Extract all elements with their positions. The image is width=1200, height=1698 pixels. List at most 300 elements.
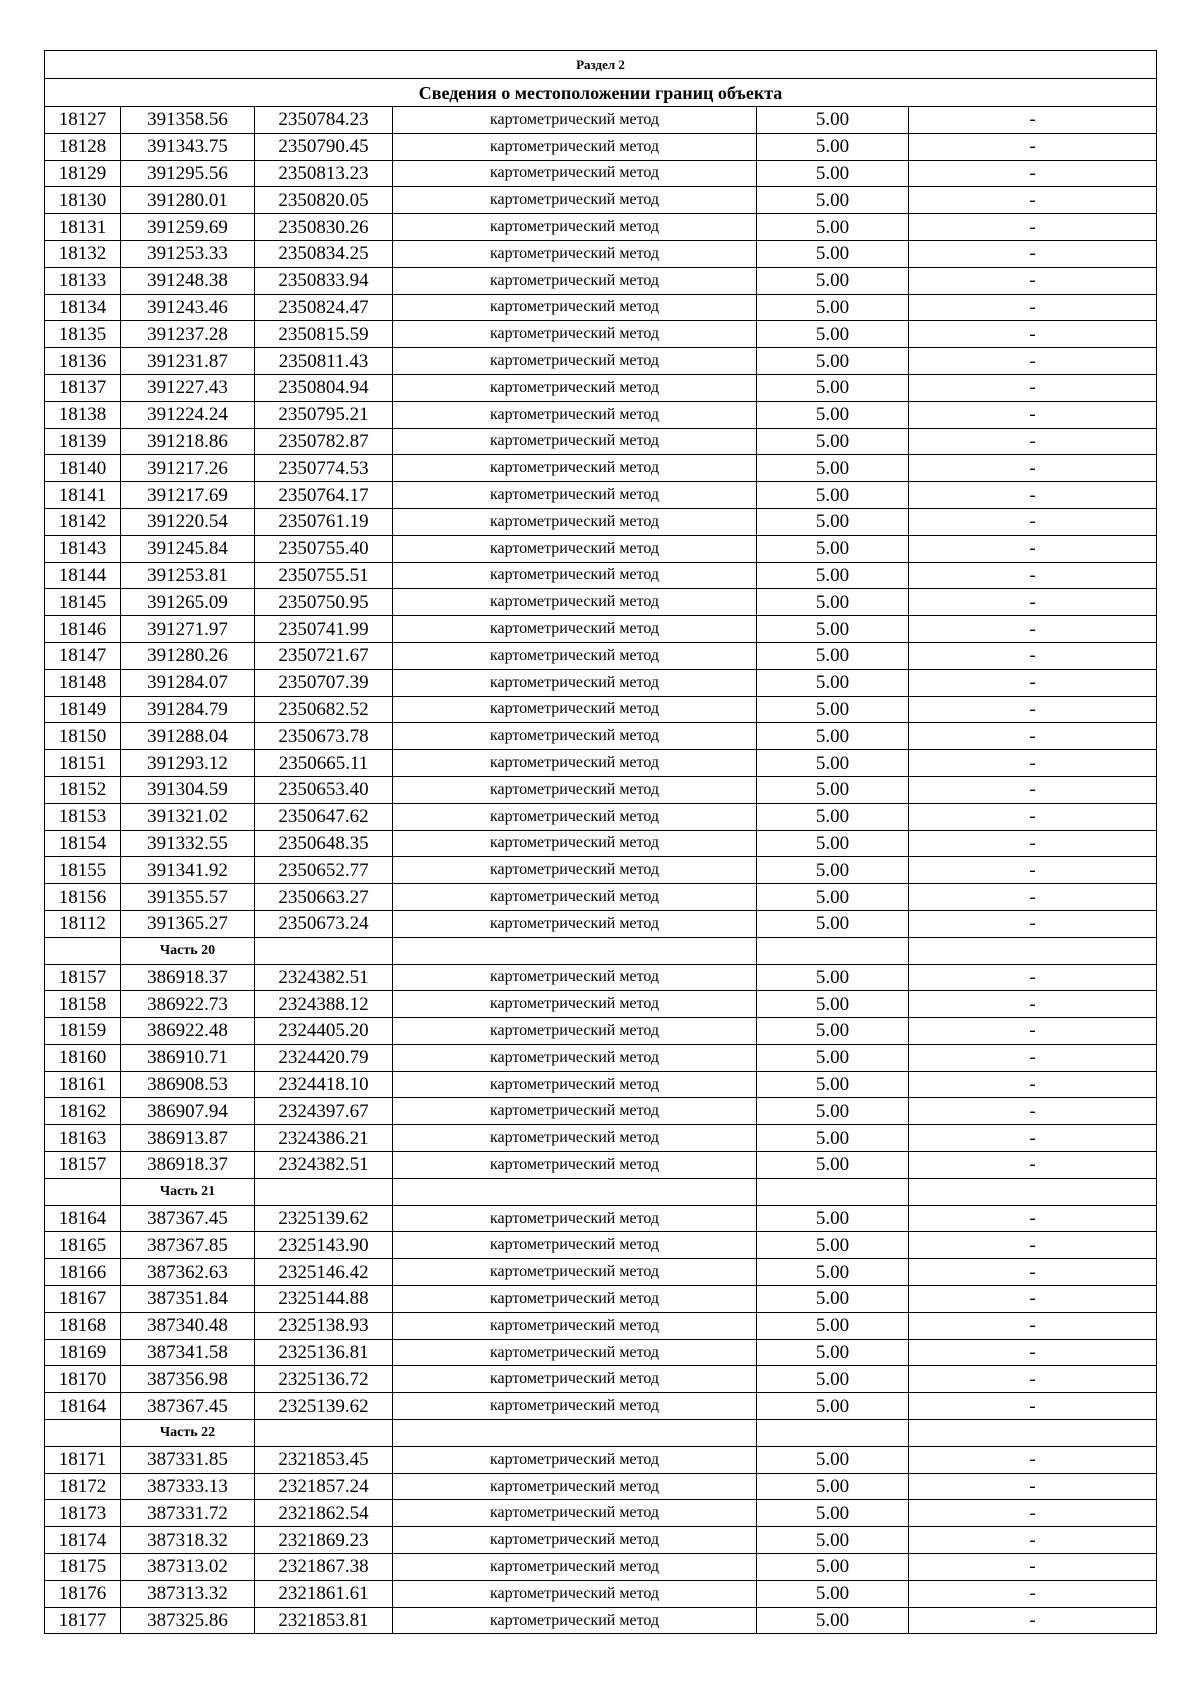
accuracy-cell: 5.00	[757, 1366, 909, 1393]
note-cell: -	[909, 374, 1157, 401]
table-row	[45, 348, 1157, 375]
x-coordinate-cell: 391224.24	[121, 401, 255, 428]
note-cell: -	[909, 1446, 1157, 1473]
table-row	[45, 107, 1157, 134]
x-coordinate-cell: 391217.69	[121, 482, 255, 509]
method-cell: картометрический метод	[393, 642, 757, 669]
x-coordinate-cell: 387313.02	[121, 1554, 255, 1581]
note-cell: -	[909, 1312, 1157, 1339]
y-coordinate-cell: 2350764.17	[255, 482, 393, 509]
note-cell: -	[909, 1044, 1157, 1071]
note-cell: -	[909, 1232, 1157, 1259]
y-coordinate-cell: 2324382.51	[255, 964, 393, 991]
accuracy-cell: 5.00	[757, 1312, 909, 1339]
empty-cell	[393, 1178, 757, 1205]
method-cell: картометрический метод	[393, 348, 757, 375]
y-coordinate-cell: 2350707.39	[255, 669, 393, 696]
table-row	[45, 1339, 1157, 1366]
note-cell: -	[909, 1098, 1157, 1125]
accuracy-cell: 5.00	[757, 535, 909, 562]
note-cell: -	[909, 696, 1157, 723]
method-cell: картометрический метод	[393, 723, 757, 750]
table-row	[45, 1152, 1157, 1179]
method-cell: картометрический метод	[393, 1312, 757, 1339]
accuracy-cell: 5.00	[757, 214, 909, 241]
method-cell: картометрический метод	[393, 160, 757, 187]
point-number-cell: 18148	[45, 669, 121, 696]
table-row	[45, 1473, 1157, 1500]
accuracy-cell: 5.00	[757, 1259, 909, 1286]
method-cell: картометрический метод	[393, 1259, 757, 1286]
note-cell: -	[909, 616, 1157, 643]
x-coordinate-cell: 391365.27	[121, 910, 255, 937]
table-row	[45, 1500, 1157, 1527]
accuracy-cell: 5.00	[757, 884, 909, 911]
y-coordinate-cell: 2350824.47	[255, 294, 393, 321]
point-number-cell: 18133	[45, 267, 121, 294]
method-cell: картометрический метод	[393, 428, 757, 455]
note-cell: -	[909, 562, 1157, 589]
y-coordinate-cell: 2321861.61	[255, 1580, 393, 1607]
accuracy-cell: 5.00	[757, 1393, 909, 1420]
point-number-cell: 18145	[45, 589, 121, 616]
method-cell: картометрический метод	[393, 589, 757, 616]
point-number-cell: 18159	[45, 1018, 121, 1045]
x-coordinate-cell: 391243.46	[121, 294, 255, 321]
point-number-cell: 18142	[45, 508, 121, 535]
point-number-cell: 18157	[45, 964, 121, 991]
accuracy-cell: 5.00	[757, 1473, 909, 1500]
note-cell: -	[909, 991, 1157, 1018]
note-cell: -	[909, 267, 1157, 294]
x-coordinate-cell: 391293.12	[121, 750, 255, 777]
part-header-row	[45, 1420, 1157, 1447]
method-cell: картометрический метод	[393, 1286, 757, 1313]
y-coordinate-cell: 2324397.67	[255, 1098, 393, 1125]
method-cell: картометрический метод	[393, 294, 757, 321]
table-row	[45, 508, 1157, 535]
y-coordinate-cell: 2350811.43	[255, 348, 393, 375]
part-label: Часть 22	[121, 1420, 255, 1447]
x-coordinate-cell: 391271.97	[121, 616, 255, 643]
note-cell: -	[909, 214, 1157, 241]
point-number-cell: 18152	[45, 776, 121, 803]
note-cell: -	[909, 455, 1157, 482]
point-number-cell: 18157	[45, 1152, 121, 1179]
x-coordinate-cell: 391343.75	[121, 133, 255, 160]
y-coordinate-cell: 2350647.62	[255, 803, 393, 830]
x-coordinate-cell: 386922.73	[121, 991, 255, 1018]
point-number-cell: 18153	[45, 803, 121, 830]
y-coordinate-cell: 2324386.21	[255, 1125, 393, 1152]
note-cell: -	[909, 1473, 1157, 1500]
x-coordinate-cell: 391341.92	[121, 857, 255, 884]
x-coordinate-cell: 391227.43	[121, 374, 255, 401]
y-coordinate-cell: 2350834.25	[255, 240, 393, 267]
table-row	[45, 1366, 1157, 1393]
y-coordinate-cell: 2350790.45	[255, 133, 393, 160]
accuracy-cell: 5.00	[757, 1286, 909, 1313]
x-coordinate-cell: 386907.94	[121, 1098, 255, 1125]
table-row	[45, 991, 1157, 1018]
point-number-cell: 18132	[45, 240, 121, 267]
accuracy-cell: 5.00	[757, 1554, 909, 1581]
x-coordinate-cell: 391220.54	[121, 508, 255, 535]
x-coordinate-cell: 386918.37	[121, 1152, 255, 1179]
point-number-cell: 18158	[45, 991, 121, 1018]
y-coordinate-cell: 2350673.24	[255, 910, 393, 937]
x-coordinate-cell: 391217.26	[121, 455, 255, 482]
accuracy-cell: 5.00	[757, 991, 909, 1018]
x-coordinate-cell: 391332.55	[121, 830, 255, 857]
accuracy-cell: 5.00	[757, 750, 909, 777]
method-cell: картометрический метод	[393, 776, 757, 803]
accuracy-cell: 5.00	[757, 267, 909, 294]
accuracy-cell: 5.00	[757, 1527, 909, 1554]
accuracy-cell: 5.00	[757, 964, 909, 991]
table-row	[45, 750, 1157, 777]
y-coordinate-cell: 2350815.59	[255, 321, 393, 348]
x-coordinate-cell: 387340.48	[121, 1312, 255, 1339]
y-coordinate-cell: 2350774.53	[255, 455, 393, 482]
table-row	[45, 1580, 1157, 1607]
x-coordinate-cell: 387331.72	[121, 1500, 255, 1527]
point-number-cell: 18137	[45, 374, 121, 401]
y-coordinate-cell: 2350652.77	[255, 857, 393, 884]
section-subtitle-row	[45, 79, 1157, 107]
note-cell: -	[909, 1554, 1157, 1581]
note-cell: -	[909, 1286, 1157, 1313]
table-row	[45, 669, 1157, 696]
method-cell: картометрический метод	[393, 669, 757, 696]
note-cell: -	[909, 857, 1157, 884]
point-number-cell: 18163	[45, 1125, 121, 1152]
method-cell: картометрический метод	[393, 107, 757, 134]
point-number-cell: 18135	[45, 321, 121, 348]
y-coordinate-cell: 2321869.23	[255, 1527, 393, 1554]
accuracy-cell: 5.00	[757, 428, 909, 455]
y-coordinate-cell: 2324405.20	[255, 1018, 393, 1045]
table-row	[45, 428, 1157, 455]
x-coordinate-cell: 391259.69	[121, 214, 255, 241]
point-number-cell: 18143	[45, 535, 121, 562]
method-cell: картометрический метод	[393, 696, 757, 723]
point-number-cell: 18160	[45, 1044, 121, 1071]
method-cell: картометрический метод	[393, 910, 757, 937]
y-coordinate-cell: 2350648.35	[255, 830, 393, 857]
boundary-coordinates-table	[44, 50, 1157, 1634]
x-coordinate-cell: 387367.85	[121, 1232, 255, 1259]
y-coordinate-cell: 2325143.90	[255, 1232, 393, 1259]
note-cell: -	[909, 428, 1157, 455]
method-cell: картометрический метод	[393, 267, 757, 294]
y-coordinate-cell: 2350682.52	[255, 696, 393, 723]
table-row	[45, 1098, 1157, 1125]
point-number-cell: 18166	[45, 1259, 121, 1286]
x-coordinate-cell: 391231.87	[121, 348, 255, 375]
accuracy-cell: 5.00	[757, 374, 909, 401]
x-coordinate-cell: 386910.71	[121, 1044, 255, 1071]
method-cell: картометрический метод	[393, 133, 757, 160]
x-coordinate-cell: 391321.02	[121, 803, 255, 830]
point-number-cell: 18164	[45, 1393, 121, 1420]
table-row	[45, 321, 1157, 348]
method-cell: картометрический метод	[393, 1232, 757, 1259]
note-cell: -	[909, 964, 1157, 991]
accuracy-cell: 5.00	[757, 776, 909, 803]
accuracy-cell: 5.00	[757, 1607, 909, 1634]
y-coordinate-cell: 2321853.45	[255, 1446, 393, 1473]
table-row	[45, 562, 1157, 589]
x-coordinate-cell: 387333.13	[121, 1473, 255, 1500]
x-coordinate-cell: 386913.87	[121, 1125, 255, 1152]
accuracy-cell: 5.00	[757, 857, 909, 884]
x-coordinate-cell: 387341.58	[121, 1339, 255, 1366]
note-cell: -	[909, 240, 1157, 267]
point-number-cell: 18175	[45, 1554, 121, 1581]
accuracy-cell: 5.00	[757, 803, 909, 830]
table-row	[45, 1286, 1157, 1313]
point-number-cell: 18134	[45, 294, 121, 321]
table-row	[45, 884, 1157, 911]
method-cell: картометрический метод	[393, 1554, 757, 1581]
table-row	[45, 294, 1157, 321]
point-number-cell: 18128	[45, 133, 121, 160]
accuracy-cell: 5.00	[757, 616, 909, 643]
note-cell: -	[909, 1580, 1157, 1607]
table-row	[45, 1554, 1157, 1581]
note-cell: -	[909, 160, 1157, 187]
method-cell: картометрический метод	[393, 1152, 757, 1179]
table-row	[45, 1393, 1157, 1420]
method-cell: картометрический метод	[393, 1580, 757, 1607]
table-row	[45, 830, 1157, 857]
point-number-cell: 18174	[45, 1527, 121, 1554]
point-number-cell: 18129	[45, 160, 121, 187]
point-number-cell: 18156	[45, 884, 121, 911]
method-cell: картометрический метод	[393, 1527, 757, 1554]
method-cell: картометрический метод	[393, 1366, 757, 1393]
accuracy-cell: 5.00	[757, 830, 909, 857]
accuracy-cell: 5.00	[757, 187, 909, 214]
method-cell: картометрический метод	[393, 1607, 757, 1634]
y-coordinate-cell: 2350665.11	[255, 750, 393, 777]
accuracy-cell: 5.00	[757, 294, 909, 321]
table-row	[45, 1607, 1157, 1634]
method-cell: картометрический метод	[393, 991, 757, 1018]
note-cell: -	[909, 750, 1157, 777]
accuracy-cell: 5.00	[757, 1098, 909, 1125]
method-cell: картометрический метод	[393, 1393, 757, 1420]
method-cell: картометрический метод	[393, 1018, 757, 1045]
table-row	[45, 776, 1157, 803]
x-coordinate-cell: 387356.98	[121, 1366, 255, 1393]
note-cell: -	[909, 589, 1157, 616]
accuracy-cell: 5.00	[757, 669, 909, 696]
method-cell: картометрический метод	[393, 187, 757, 214]
point-number-cell: 18130	[45, 187, 121, 214]
section-subtitle: Сведения о местоположении границ объекта	[45, 79, 1157, 107]
accuracy-cell: 5.00	[757, 1205, 909, 1232]
point-number-cell: 18139	[45, 428, 121, 455]
y-coordinate-cell: 2350820.05	[255, 187, 393, 214]
table-row	[45, 455, 1157, 482]
accuracy-cell: 5.00	[757, 562, 909, 589]
table-row	[45, 374, 1157, 401]
method-cell: картометрический метод	[393, 321, 757, 348]
empty-cell	[757, 1420, 909, 1447]
x-coordinate-cell: 386918.37	[121, 964, 255, 991]
note-cell: -	[909, 1259, 1157, 1286]
table-row	[45, 1205, 1157, 1232]
note-cell: -	[909, 321, 1157, 348]
method-cell: картометрический метод	[393, 1044, 757, 1071]
x-coordinate-cell: 387362.63	[121, 1259, 255, 1286]
y-coordinate-cell: 2350721.67	[255, 642, 393, 669]
part-header-row	[45, 1178, 1157, 1205]
method-cell: картометрический метод	[393, 1125, 757, 1152]
note-cell: -	[909, 1125, 1157, 1152]
table-row	[45, 1044, 1157, 1071]
y-coordinate-cell: 2350653.40	[255, 776, 393, 803]
point-number-cell: 18171	[45, 1446, 121, 1473]
y-coordinate-cell: 2321857.24	[255, 1473, 393, 1500]
x-coordinate-cell: 391253.81	[121, 562, 255, 589]
note-cell: -	[909, 830, 1157, 857]
empty-cell	[909, 1420, 1157, 1447]
x-coordinate-cell: 387331.85	[121, 1446, 255, 1473]
table-row	[45, 589, 1157, 616]
point-number-cell: 18164	[45, 1205, 121, 1232]
y-coordinate-cell: 2350813.23	[255, 160, 393, 187]
note-cell: -	[909, 642, 1157, 669]
x-coordinate-cell: 391358.56	[121, 107, 255, 134]
point-number-cell: 18141	[45, 482, 121, 509]
x-coordinate-cell: 387367.45	[121, 1393, 255, 1420]
point-number-cell: 18165	[45, 1232, 121, 1259]
method-cell: картометрический метод	[393, 401, 757, 428]
note-cell: -	[909, 723, 1157, 750]
point-number-cell: 18131	[45, 214, 121, 241]
note-cell: -	[909, 294, 1157, 321]
note-cell: -	[909, 1527, 1157, 1554]
note-cell: -	[909, 1018, 1157, 1045]
table-row	[45, 160, 1157, 187]
note-cell: -	[909, 884, 1157, 911]
table-row	[45, 857, 1157, 884]
y-coordinate-cell: 2350741.99	[255, 616, 393, 643]
note-cell: -	[909, 348, 1157, 375]
y-coordinate-cell: 2350804.94	[255, 374, 393, 401]
point-number-cell: 18173	[45, 1500, 121, 1527]
table-row	[45, 401, 1157, 428]
empty-cell	[909, 1178, 1157, 1205]
table-row	[45, 1071, 1157, 1098]
point-number-cell: 18155	[45, 857, 121, 884]
part-header-row	[45, 937, 1157, 964]
y-coordinate-cell: 2324382.51	[255, 1152, 393, 1179]
method-cell: картометрический метод	[393, 616, 757, 643]
point-number-cell: 18169	[45, 1339, 121, 1366]
section-title-row	[45, 51, 1157, 79]
method-cell: картометрический метод	[393, 535, 757, 562]
x-coordinate-cell: 391288.04	[121, 723, 255, 750]
x-coordinate-cell: 391253.33	[121, 240, 255, 267]
table-row	[45, 187, 1157, 214]
table-row	[45, 1232, 1157, 1259]
point-number-cell: 18146	[45, 616, 121, 643]
accuracy-cell: 5.00	[757, 1125, 909, 1152]
accuracy-cell: 5.00	[757, 723, 909, 750]
note-cell: -	[909, 133, 1157, 160]
note-cell: -	[909, 1339, 1157, 1366]
note-cell: -	[909, 482, 1157, 509]
method-cell: картометрический метод	[393, 374, 757, 401]
empty-cell	[909, 937, 1157, 964]
y-coordinate-cell: 2324420.79	[255, 1044, 393, 1071]
table-row	[45, 1259, 1157, 1286]
note-cell: -	[909, 1366, 1157, 1393]
table-row	[45, 535, 1157, 562]
method-cell: картометрический метод	[393, 857, 757, 884]
y-coordinate-cell: 2350663.27	[255, 884, 393, 911]
accuracy-cell: 5.00	[757, 642, 909, 669]
y-coordinate-cell: 2325136.72	[255, 1366, 393, 1393]
y-coordinate-cell: 2350673.78	[255, 723, 393, 750]
y-coordinate-cell: 2325144.88	[255, 1286, 393, 1313]
y-coordinate-cell: 2350761.19	[255, 508, 393, 535]
table-row	[45, 723, 1157, 750]
part-label: Часть 21	[121, 1178, 255, 1205]
y-coordinate-cell: 2321867.38	[255, 1554, 393, 1581]
point-number-cell: 18172	[45, 1473, 121, 1500]
method-cell: картометрический метод	[393, 1446, 757, 1473]
table-row	[45, 1018, 1157, 1045]
accuracy-cell: 5.00	[757, 696, 909, 723]
y-coordinate-cell: 2350750.95	[255, 589, 393, 616]
table-row	[45, 616, 1157, 643]
section-title: Раздел 2	[45, 51, 1157, 79]
y-coordinate-cell: 2350755.40	[255, 535, 393, 562]
table-row	[45, 1446, 1157, 1473]
point-number-cell: 18162	[45, 1098, 121, 1125]
y-coordinate-cell: 2325136.81	[255, 1339, 393, 1366]
method-cell: картометрический метод	[393, 830, 757, 857]
table-body	[45, 51, 1157, 1634]
y-coordinate-cell: 2325146.42	[255, 1259, 393, 1286]
note-cell: -	[909, 508, 1157, 535]
method-cell: картометрический метод	[393, 455, 757, 482]
y-coordinate-cell: 2350830.26	[255, 214, 393, 241]
accuracy-cell: 5.00	[757, 107, 909, 134]
accuracy-cell: 5.00	[757, 1232, 909, 1259]
accuracy-cell: 5.00	[757, 1580, 909, 1607]
point-number-cell: 18168	[45, 1312, 121, 1339]
method-cell: картометрический метод	[393, 214, 757, 241]
note-cell: -	[909, 910, 1157, 937]
note-cell: -	[909, 803, 1157, 830]
method-cell: картометрический метод	[393, 1071, 757, 1098]
method-cell: картометрический метод	[393, 1098, 757, 1125]
accuracy-cell: 5.00	[757, 1071, 909, 1098]
y-coordinate-cell: 2325139.62	[255, 1393, 393, 1420]
note-cell: -	[909, 1205, 1157, 1232]
accuracy-cell: 5.00	[757, 508, 909, 535]
y-coordinate-cell: 2324418.10	[255, 1071, 393, 1098]
point-number-cell: 18151	[45, 750, 121, 777]
table-row	[45, 1125, 1157, 1152]
method-cell: картометрический метод	[393, 1473, 757, 1500]
